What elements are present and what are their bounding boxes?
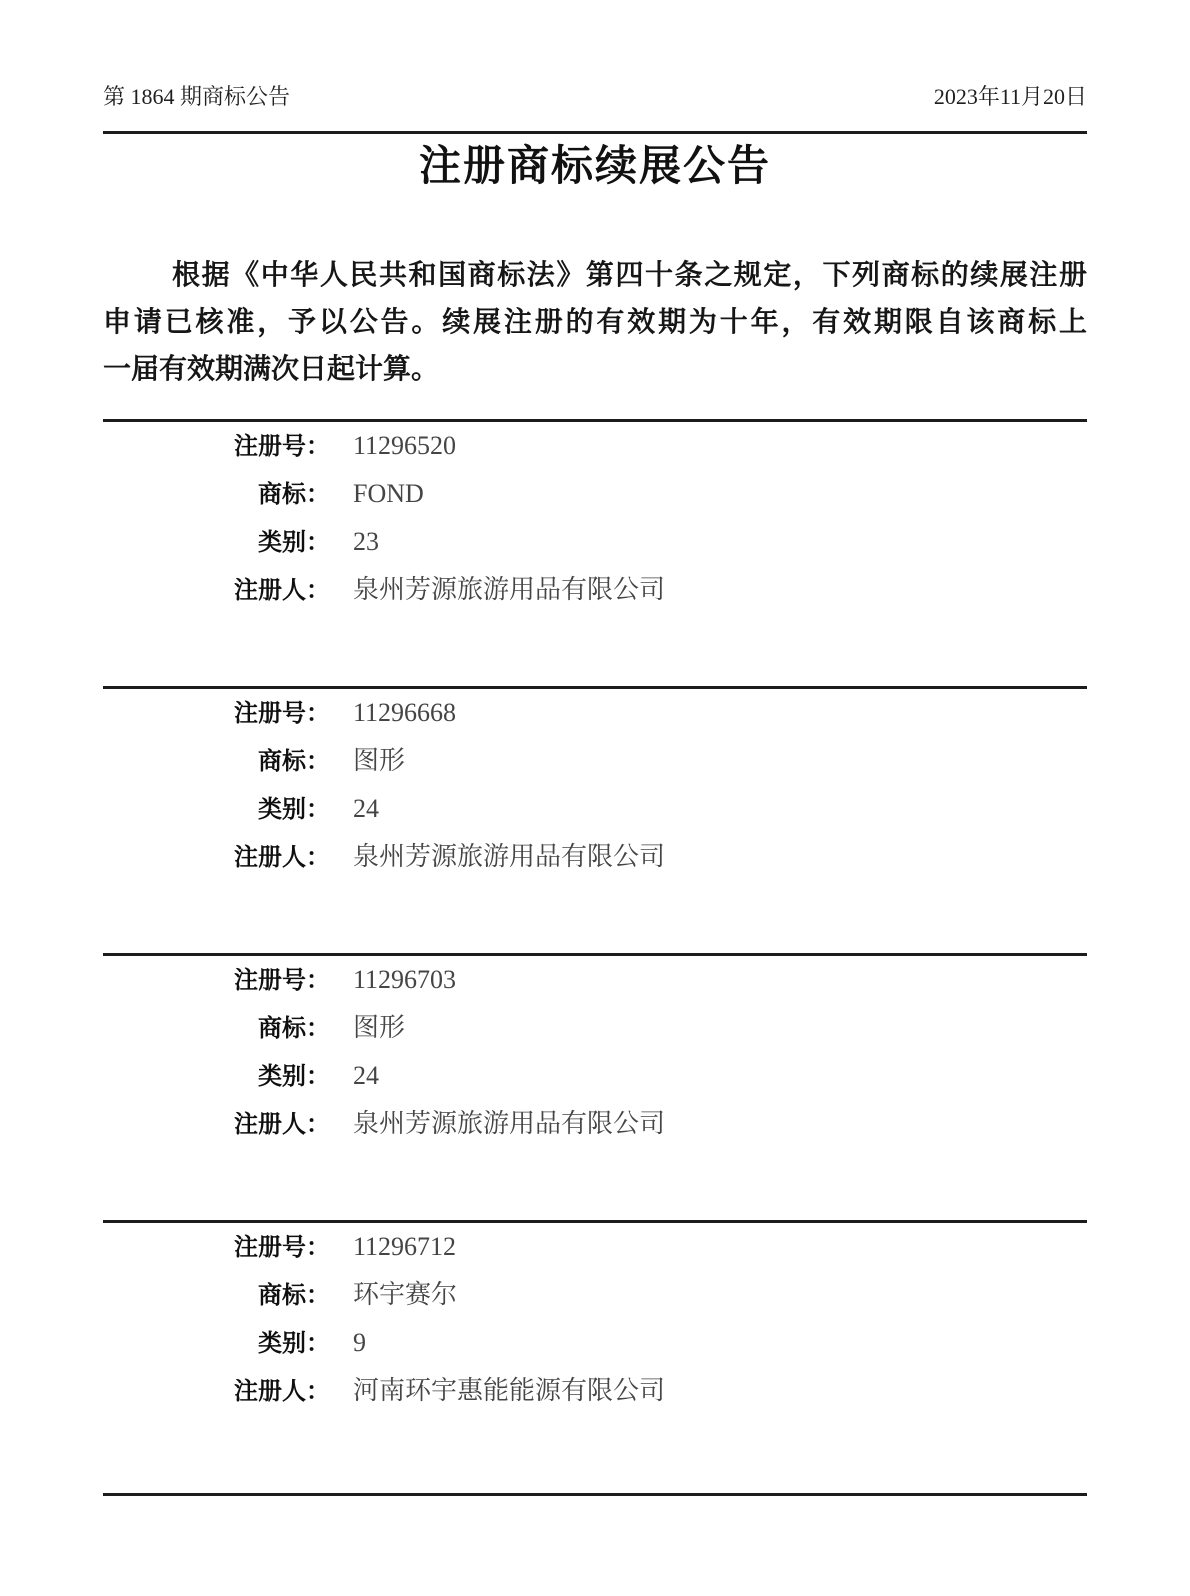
- reg-no-row: [103, 689, 1087, 737]
- reg-no-value: 11296520: [353, 431, 457, 460]
- reg-no-label: 注册号：: [234, 968, 330, 994]
- reg-no-value: 11296712: [353, 1232, 457, 1261]
- registrant-label: 注册人：: [234, 1112, 330, 1138]
- registrant-label: 注册人：: [234, 578, 330, 604]
- category-value: 24: [353, 794, 379, 823]
- reg-no-row: [103, 422, 1087, 470]
- trademark-entry: [103, 686, 1087, 881]
- category-label: 类别：: [258, 797, 330, 823]
- registrant-value: 河南环宇惠能能源有限公司: [353, 1376, 666, 1405]
- trademark-entry: [103, 953, 1087, 1148]
- reg-no-row: [103, 1223, 1087, 1271]
- category-row: [103, 1319, 1087, 1367]
- gazette-date: 2023年11月20日: [933, 84, 1087, 109]
- trademark-label: 商标：: [258, 1016, 330, 1042]
- trademark-row: [103, 737, 1087, 785]
- registrant-label: 注册人：: [234, 845, 330, 871]
- registrant-label: 注册人：: [234, 1379, 330, 1405]
- trademark-value: FOND: [353, 479, 424, 508]
- intro-paragraph: [103, 252, 1087, 393]
- registrant-value: 泉州芳源旅游用品有限公司: [353, 575, 666, 604]
- registrant-row: [103, 1100, 1087, 1148]
- page-header: [103, 0, 1087, 110]
- trademark-value: 环宇赛尔: [353, 1280, 458, 1309]
- intro-line: 根据《中华人民共和国商标法》第四十条之规定，下列商标的续展注册: [172, 260, 1087, 291]
- registrant-row: [103, 833, 1087, 881]
- reg-no-value: 11296668: [353, 698, 457, 727]
- reg-no-value: 11296703: [353, 965, 457, 994]
- category-row: [103, 785, 1087, 833]
- registrant-value: 泉州芳源旅游用品有限公司: [353, 1109, 666, 1138]
- intro-line: 申请已核准，予以公告。续展注册的有效期为十年，有效期限自该商标上: [103, 307, 1087, 338]
- trademark-row: [103, 1271, 1087, 1319]
- trademark-entries: [103, 419, 1087, 1415]
- trademark-entry: [103, 419, 1087, 614]
- trademark-row: [103, 1004, 1087, 1052]
- trademark-entry: [103, 1220, 1087, 1415]
- intro-line: 一届有效期满次日起计算。: [103, 354, 440, 385]
- trademark-value: 图形: [353, 1013, 406, 1042]
- trademark-value: 图形: [353, 746, 406, 775]
- page-title: 注册商标续展公告: [418, 144, 771, 190]
- category-label: 类别：: [258, 530, 330, 556]
- category-row: [103, 518, 1087, 566]
- trademark-label: 商标：: [258, 749, 330, 775]
- trademark-label: 商标：: [258, 482, 330, 508]
- category-value: 24: [353, 1061, 379, 1090]
- category-value: 23: [353, 527, 379, 556]
- reg-no-label: 注册号：: [234, 1235, 330, 1261]
- registrant-value: 泉州芳源旅游用品有限公司: [353, 842, 666, 871]
- registrant-row: [103, 566, 1087, 614]
- reg-no-row: [103, 956, 1087, 1004]
- footer-divider: [103, 1493, 1087, 1496]
- registrant-row: [103, 1367, 1087, 1415]
- header-divider: [103, 131, 1087, 134]
- trademark-row: [103, 470, 1087, 518]
- gazette-issue-label: 第 1864 期商标公告: [103, 84, 291, 109]
- category-label: 类别：: [258, 1331, 330, 1357]
- reg-no-label: 注册号：: [234, 701, 330, 727]
- category-value: 9: [353, 1328, 366, 1357]
- category-row: [103, 1052, 1087, 1100]
- category-label: 类别：: [258, 1064, 330, 1090]
- reg-no-label: 注册号：: [234, 434, 330, 460]
- trademark-label: 商标：: [258, 1283, 330, 1309]
